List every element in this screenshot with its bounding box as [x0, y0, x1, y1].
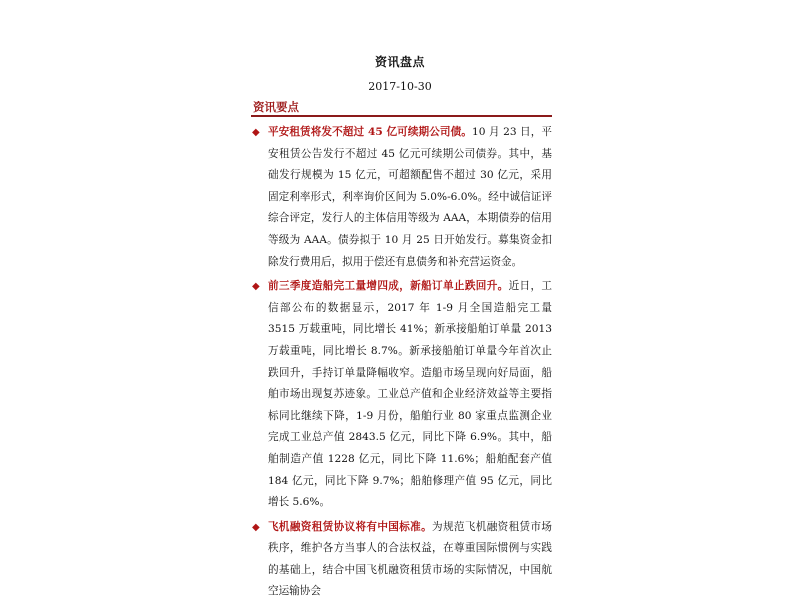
diamond-bullet-icon: ◆ [252, 281, 260, 293]
diamond-bullet-icon: ◆ [252, 127, 260, 138]
news-item [252, 276, 552, 514]
news-body: 为规范飞机融资租赁市场秩序，维护各方当事人的合法权益，在尊重国际惯例与实践的基础上，结合中国飞机融资租赁市场的实际情况，中国航空运输协会 [268, 520, 553, 598]
section-title: 资讯要点 [253, 100, 299, 114]
section-header [251, 98, 552, 117]
news-list [252, 122, 552, 600]
news-item [252, 517, 552, 600]
diamond-bullet-icon: ◆ [252, 521, 260, 533]
news-body: 近日，工信部公布的数据显示，2017 年 1-9 月全国造船完工量 3515 万载重吨，同比增长 41%；新承接船舶订单量 2013 万载重吨，同比增长 8.7%。新承接船舶订单量今年首次止跌回升，手持订单量降幅收窄。造船市场呈现向好局面，船舶市场出现复苏迹象。工业总产值和企业经济效益等主要指标同比继续下降，1-9 月份，船舶行业 80 家重点监测企业完成工业总产值 2843.5 亿元，同比下降 6.9%。其中，船舶制造产值 1228 亿元，同比下降 11.6%；船舶配套产值 184 亿元，同比下降 9.7%；船舶修理产值 95 亿元，同比增长 5.6%。 [268, 280, 553, 509]
news-body: 10 月 23 日，平安租赁公告发行不超过 45 亿元可续期公司债券。其中，基础发行规模为 15 亿元，可超额配售不超过 30 亿元，采用固定利率形式，利率询价区间为 5.0%-6.0%。经中诚信证评综合评定，发行人的主体信用等级为 AAA，本期债券的信用等级为 AAA。债券拟于 10 月 25 日开始发行。募集资金扣除发行费用后，拟用于偿还有息债务和补充营运资金。 [268, 126, 552, 268]
document-title: 资讯盘点 [374, 55, 425, 69]
news-headline: 前三季度造船完工量增四成，新船订单止跌回升。 [268, 280, 509, 293]
news-item [252, 122, 552, 273]
news-headline: 平安租赁将发不超过 45 亿可续期公司债。 [268, 126, 472, 138]
news-headline: 飞机融资租赁协议将有中国标准。 [268, 520, 433, 533]
document-date: 2017-10-30 [368, 80, 432, 93]
